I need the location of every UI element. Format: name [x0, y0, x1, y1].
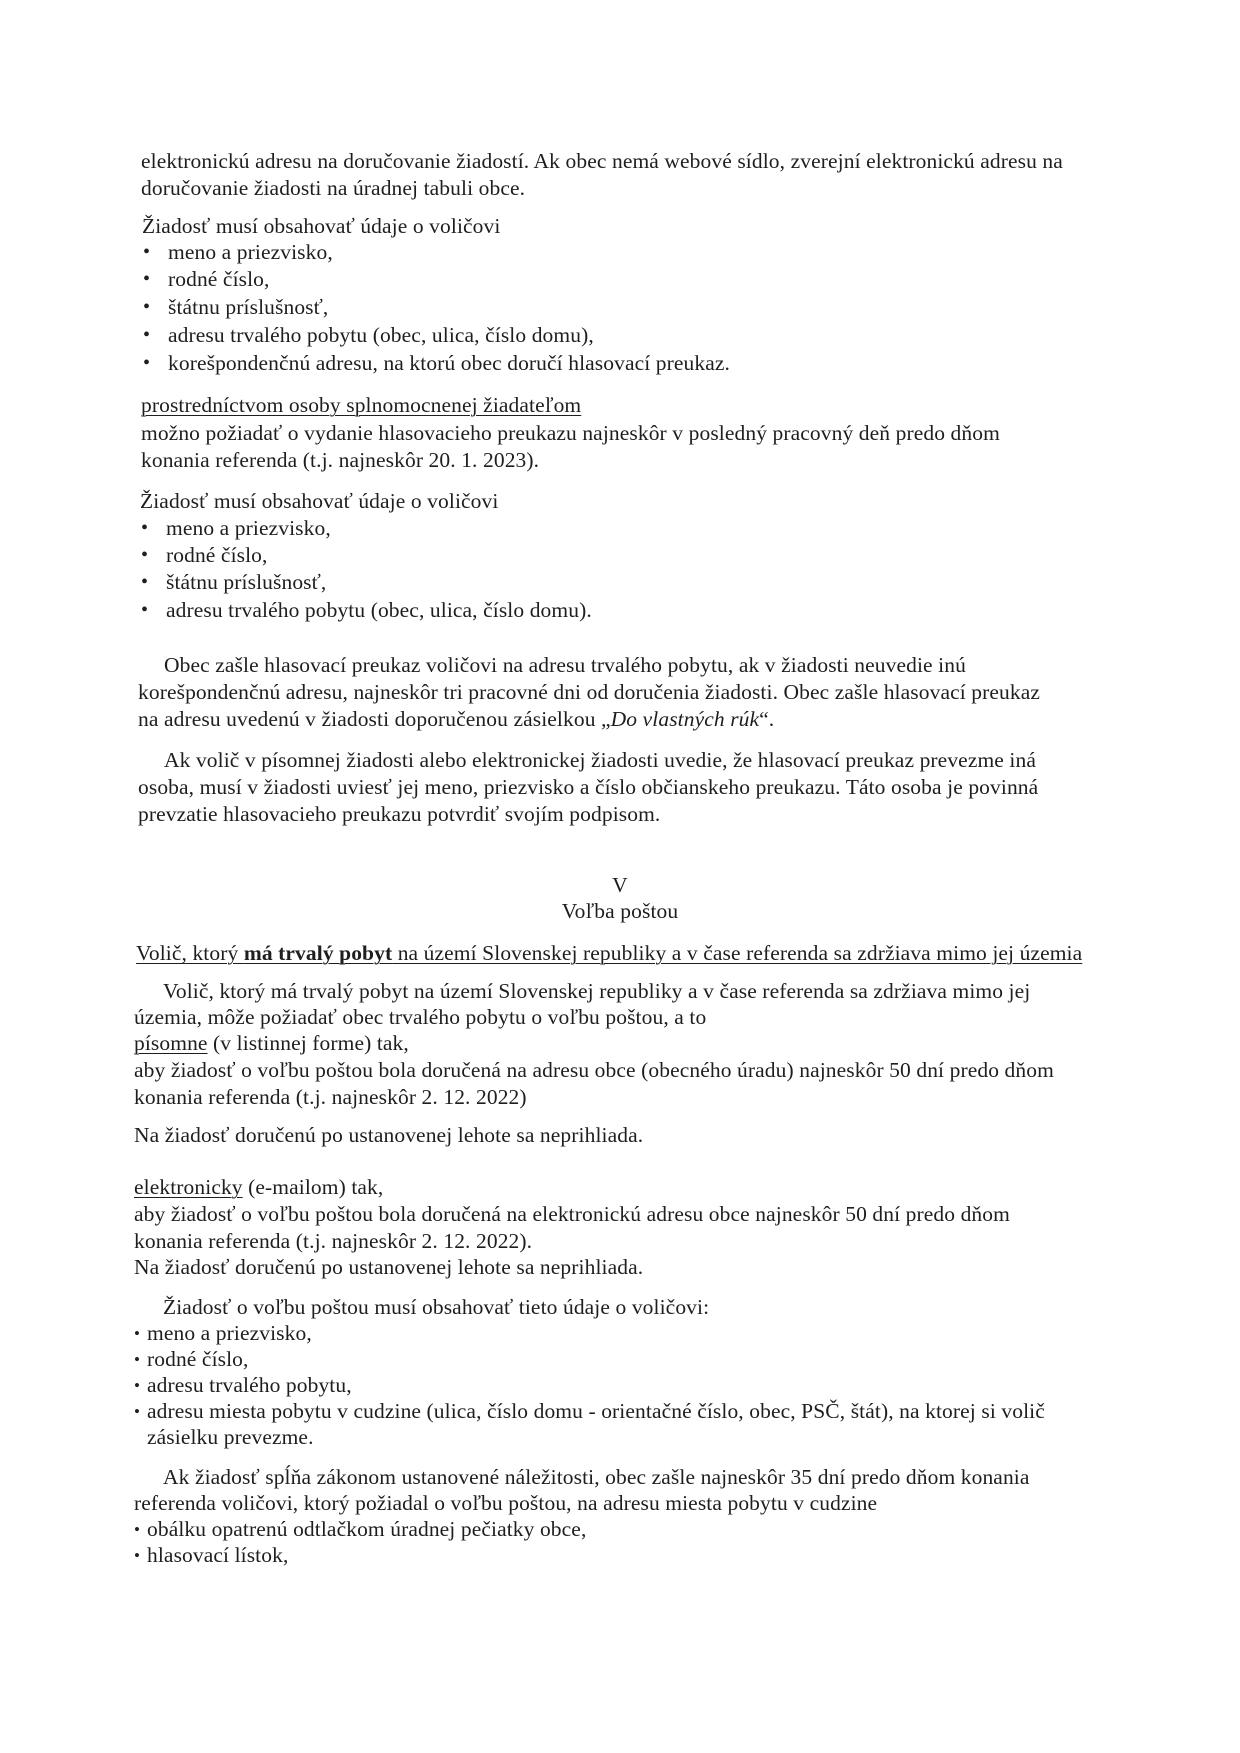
elec-line1: aby žiadosť o voľbu poštou bola doručená na elektronickú adresu obce najneskôr 50 dní predo dňom [134, 1202, 1010, 1226]
list3-item: rodné číslo, [147, 1347, 249, 1371]
bullet-icon: • [134, 1520, 140, 1539]
elec-rest: (e-mailom) tak, [242, 1175, 384, 1199]
bullet-icon: • [141, 517, 149, 539]
bullet-icon: • [141, 599, 149, 621]
list1-item: rodné číslo, [168, 267, 270, 291]
list2-item: rodné číslo, [166, 543, 268, 567]
bullet-icon: • [143, 296, 151, 318]
send-line2: korešpondenčnú adresu, najneskôr tri pracovné dni od doručenia žiadosti. Obec zašle hlasovací preukaz [138, 680, 1041, 704]
other-line2: osoba, musí v žiadosti uviesť jej meno, priezvisko a číslo občianskeho preukazu. Táto osoba je povinná [138, 775, 1039, 799]
written-label: písomne [134, 1031, 208, 1055]
list1-item: adresu trvalého pobytu (obec, ulica, číslo domu), [168, 323, 594, 347]
list3-item: meno a priezvisko, [147, 1321, 312, 1345]
bullet-icon: • [134, 1546, 140, 1565]
bullet-icon: • [143, 352, 151, 374]
abroad-line2: územia, môže požiadať obec trvalého pobytu o voľbu poštou, a to [134, 1005, 707, 1029]
list1-intro: Žiadosť musí obsahovať údaje o voličovi [142, 214, 501, 238]
written-line2: konania referenda (t.j. najneskôr 2. 12. 2022) [134, 1085, 527, 1109]
elec-line2: konania referenda (t.j. najneskôr 2. 12. 2022). [134, 1229, 533, 1253]
list1-item: meno a priezvisko, [168, 240, 333, 264]
list2-item: meno a priezvisko, [166, 516, 331, 540]
written-rest: (v listinnej forme) tak, [207, 1031, 409, 1055]
list1-item: korešpondenčnú adresu, na ktorú obec doručí hlasovací preukaz. [168, 351, 731, 375]
written-line3: Na žiadosť doručenú po ustanovenej lehote sa neprihliada. [134, 1123, 644, 1147]
final-item: hlasovací lístok, [147, 1543, 289, 1567]
section-title: Voľba poštou [561, 899, 679, 923]
abroad-heading-bold: má trvalý pobyt [243, 941, 393, 965]
send-line3-italic: Do vlastných rúk [610, 707, 760, 731]
section-number: V [612, 873, 628, 897]
send-line3 [138, 709, 774, 731]
bullet-icon: • [141, 571, 149, 593]
list3-intro: Žiadosť o voľbu poštou musí obsahovať tieto údaje o voličovi: [163, 1295, 710, 1319]
bullet-icon: • [134, 1324, 140, 1343]
written-line [134, 1033, 409, 1055]
elec-line3: Na žiadosť doručenú po ustanovenej lehote sa neprihliada. [134, 1255, 644, 1279]
bullet-icon: • [134, 1402, 140, 1421]
elec-line [134, 1177, 383, 1199]
final-line2: referenda voličovi, ktorý požiadal o voľbu poštou, na adresu miesta pobytu v cudzine [134, 1491, 878, 1515]
elec-label: elektronicky [134, 1175, 243, 1199]
written-line1: aby žiadosť o voľbu poštou bola doručená na adresu obce (obecného úradu) najneskôr 50 dní predo dňom [134, 1058, 1054, 1082]
bullet-icon: • [134, 1376, 140, 1395]
abroad-line1: Volič, ktorý má trvalý pobyt na území Slovenskej republiky a v čase referenda sa zdržiava mimo jej [163, 979, 1031, 1003]
proxy-line2: konania referenda (t.j. najneskôr 20. 1. 2023). [141, 448, 540, 472]
bullet-icon: • [143, 241, 151, 263]
abroad-heading-a: Volič, ktorý [136, 941, 244, 965]
bullet-icon: • [134, 1350, 140, 1369]
bullet-icon: • [141, 544, 149, 566]
proxy-heading: prostredníctvom osoby splnomocnenej žiadateľom [141, 393, 582, 417]
other-line1: Ak volič v písomnej žiadosti alebo elektronickej žiadosti uvedie, že hlasovací preukaz prevezme iná [164, 748, 1036, 772]
list3-item: adresu trvalého pobytu, [147, 1373, 352, 1397]
proxy-line1: možno požiadať o vydanie hlasovacieho preukazu najneskôr v posledný pracovný deň predo dňom [141, 421, 1000, 445]
list2-intro: Žiadosť musí obsahovať údaje o voličovi [140, 489, 499, 513]
final-item: obálku opatrenú odtlačkom úradnej pečiatky obce, [147, 1517, 587, 1541]
para1-line2: doručovanie žiadosti na úradnej tabuli obce. [141, 176, 526, 200]
para1-line1: elektronickú adresu na doručovanie žiadostí. Ak obec nemá webové sídlo, zverejní elektronickú adresu na [141, 149, 1063, 173]
other-line3: prevzatie hlasovacieho preukazu potvrdiť svojím podpisom. [138, 802, 661, 826]
list3-item-cont: zásielku prevezme. [147, 1425, 314, 1449]
list1-item: štátnu príslušnosť, [168, 295, 329, 319]
list2-item: štátnu príslušnosť, [166, 570, 327, 594]
final-line1: Ak žiadosť spĺňa zákonom ustanovené náležitosti, obec zašle najneskôr 35 dní predo dňom konania [163, 1465, 1030, 1489]
send-line3-text: na adresu uvedenú v žiadosti doporučenou zásielkou „ [138, 707, 611, 731]
abroad-heading-c: na území Slovenskej republiky a v čase referenda sa zdržiava mimo jej územia [392, 941, 1083, 965]
send-line1: Obec zašle hlasovací preukaz voličovi na adresu trvalého pobytu, ak v žiadosti neuvedie inú [164, 653, 966, 677]
send-line3-end: “. [759, 707, 775, 731]
list3-item: adresu miesta pobytu v cudzine (ulica, číslo domu - orientačné číslo, obec, PSČ, štát), na ktorej si volič [147, 1399, 1045, 1423]
bullet-icon: • [143, 268, 151, 290]
list2-item: adresu trvalého pobytu (obec, ulica, číslo domu). [166, 598, 592, 622]
bullet-icon: • [143, 324, 151, 346]
abroad-heading [136, 943, 1082, 965]
